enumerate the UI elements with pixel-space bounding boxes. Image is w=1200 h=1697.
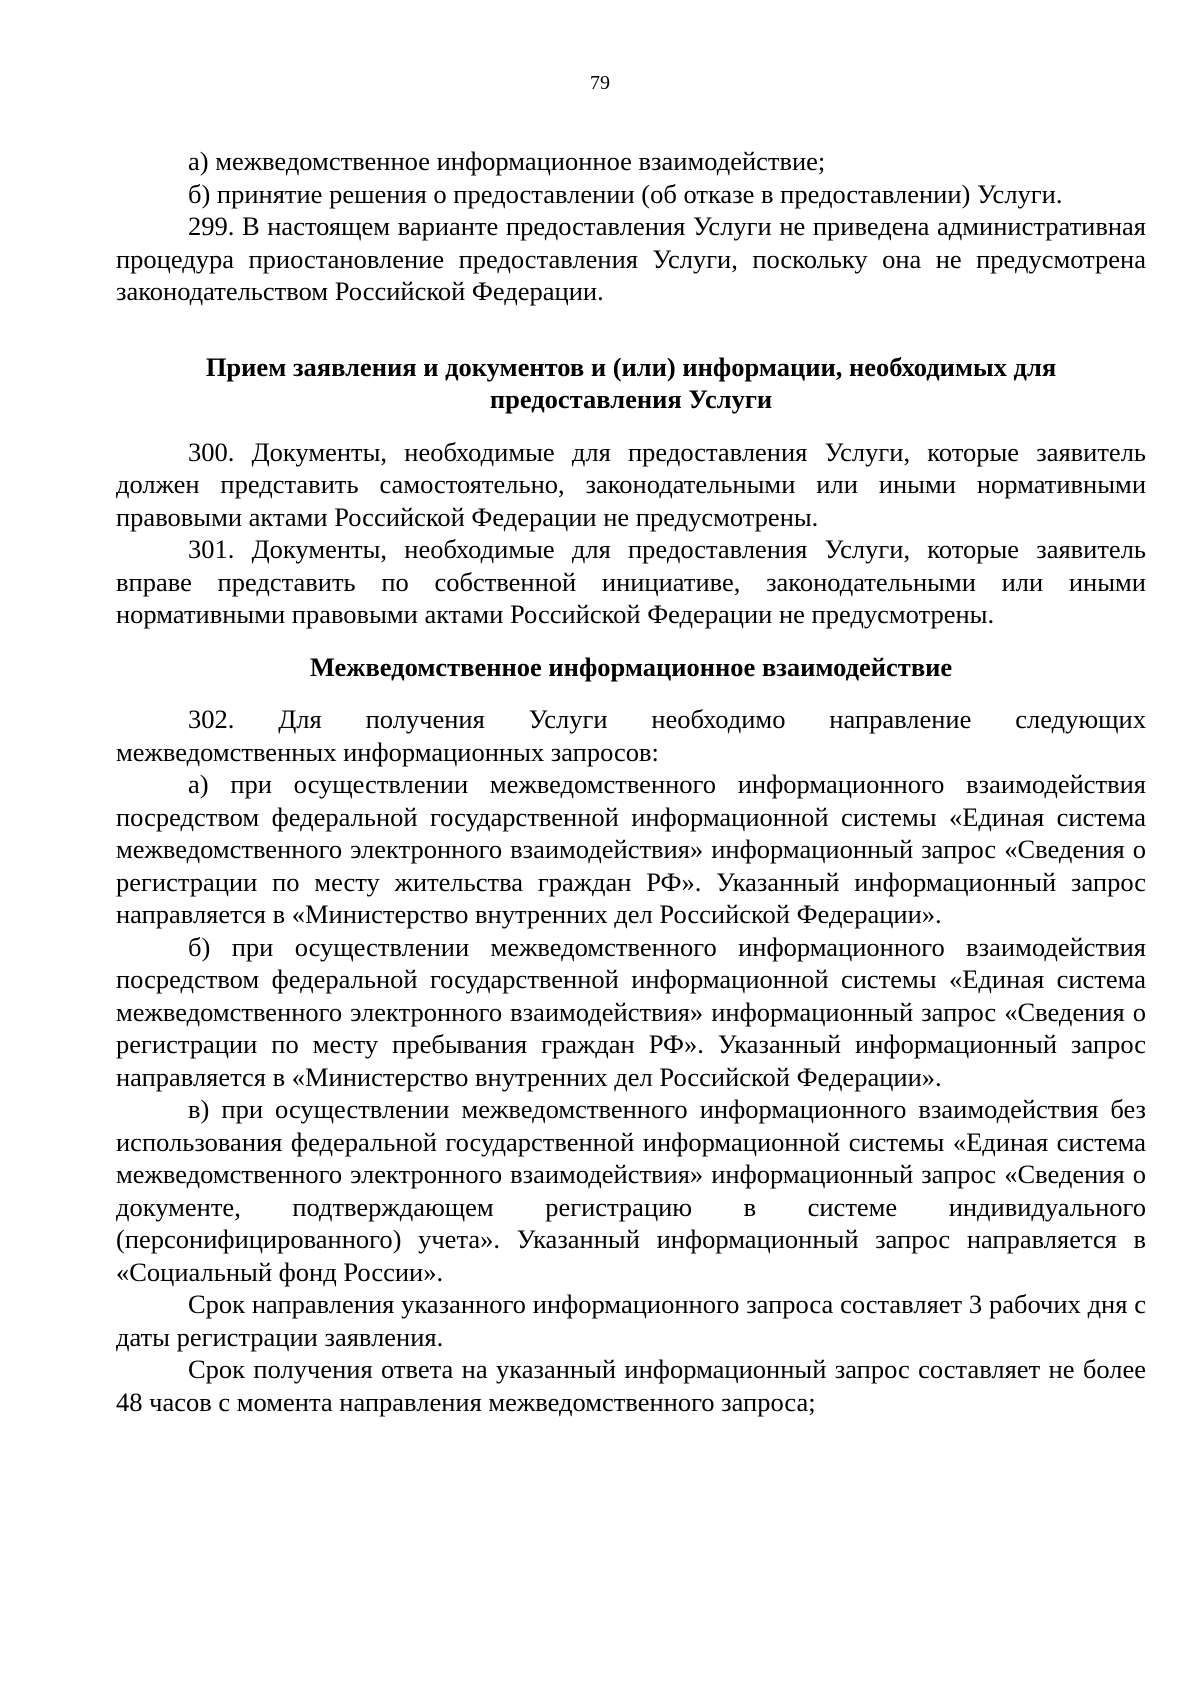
paragraph-request-deadline: Срок направления указанного информационного запроса составляет 3 рабочих дня с даты регистрации заявления. bbox=[116, 1289, 1146, 1352]
paragraph-item-a: а) межведомственное информационное взаимодействие; bbox=[188, 146, 826, 176]
section-heading-reception-line2: предоставления Услуги bbox=[489, 384, 773, 414]
section-heading-interagency: Межведомственное информационное взаимодействие bbox=[309, 651, 953, 682]
section-gap bbox=[116, 631, 1146, 651]
paragraph-301: 301. Документы, необходимые для предоставления Услуги, которые заявитель вправе представить по собственной инициативе, законодательными или иными нормативными правовыми актами Российской Федерации не предусмотрены. bbox=[116, 534, 1146, 629]
paragraph-302: 302. Для получения Услуги необходимо направление следующих межведомственных информационных запросов: bbox=[116, 704, 1146, 767]
paragraph-302-b: б) при осуществлении межведомственного информационного взаимодействия посредством федеральной государственной информационной системы «Единая система межведомственного электронного взаимодействия» информационный запрос «Сведения о регистрации по месту пребывания граждан РФ». Указанный информационный запрос направляется в «Министерство внутренних дел Российской Федерации». bbox=[116, 931, 1146, 1092]
paragraph-302-v: в) при осуществлении межведомственного информационного взаимодействия без использования федеральной государственной информационной системы «Единая система межведомственного электронного взаимодействия» информационный запрос «Сведения о документе, подтверждающем регистрацию в системе индивидуального (персонифицированного) учета». Указанный информационный запрос направляется в «Социальный фонд России». bbox=[116, 1094, 1146, 1287]
section-gap bbox=[116, 308, 1146, 351]
paragraph-item-b: б) принятие решения о предоставлении (об отказе в предоставлении) Услуги. bbox=[188, 178, 1063, 209]
section-gap bbox=[116, 683, 1146, 703]
section-gap bbox=[116, 416, 1146, 436]
paragraph-response-deadline: Срок получения ответа на указанный информационный запрос составляет не более 48 часов с момента направления межведомственного запроса; bbox=[116, 1354, 1146, 1417]
section-heading-reception bbox=[116, 351, 1146, 416]
paragraph-302-a: а) при осуществлении межведомственного информационного взаимодействия посредством федеральной государственной информационной системы «Единая система межведомственного электронного взаимодействия» информационный запрос «Сведения о регистрации по месту жительства граждан РФ». Указанный информационный запрос направляется в «Министерство внутренних дел Российской Федерации». bbox=[116, 769, 1146, 929]
paragraph-300: 300. Документы, необходимые для предоставления Услуги, которые заявитель должен представить самостоятельно, законодательными или иными нормативными правовыми актами Российской Федерации не предусмотрены. bbox=[116, 436, 1146, 532]
section-heading-reception-line1: Прием заявления и документов и (или) информации, необходимых для bbox=[205, 351, 1057, 382]
document-body bbox=[116, 145, 1146, 1418]
paragraph-299: 299. В настоящем варианте предоставления Услуги не приведена административная процедура приостановление предоставления Услуги, поскольку она не предусмотрена законодательством Российской Федерации. bbox=[116, 211, 1146, 306]
page-number: 79 bbox=[590, 72, 610, 94]
